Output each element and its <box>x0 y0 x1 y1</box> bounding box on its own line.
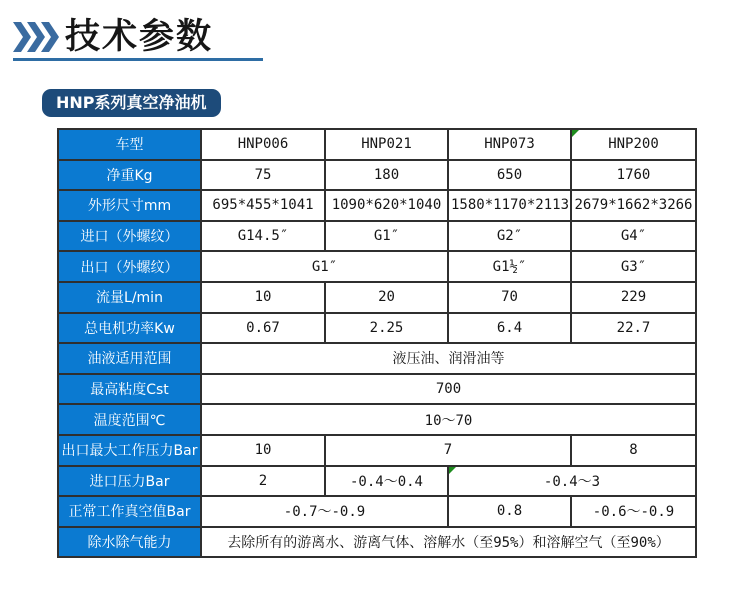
section-header <box>13 12 433 62</box>
table-row <box>58 221 696 252</box>
cell-value: -0.4～0.4 <box>325 466 448 497</box>
cell-value: 0.8 <box>448 496 571 527</box>
cell-value: G1″ <box>201 251 448 282</box>
triple-chevron-icon <box>13 22 59 52</box>
cell-value: 10～70 <box>201 404 696 435</box>
cell-value: 2679*1662*3266 <box>571 190 696 221</box>
cell-value: 650 <box>448 160 571 191</box>
cell-value: 700 <box>201 374 696 405</box>
row-label: 总电机功率Kw <box>58 313 201 344</box>
cell-value: 180 <box>325 160 448 191</box>
row-label: 净重Kg <box>58 160 201 191</box>
cell-value: 75 <box>201 160 325 191</box>
table-row <box>58 313 696 344</box>
cell-value: 2.25 <box>325 313 448 344</box>
row-label: 油液适用范围 <box>58 343 201 374</box>
row-label: 外形尺寸mm <box>58 190 201 221</box>
cell-value: 1090*620*1040 <box>325 190 448 221</box>
cell-value: -0.4～3 <box>448 466 696 497</box>
cell-value: HNP006 <box>201 129 325 160</box>
row-label: 最高粘度Cst <box>58 374 201 405</box>
row-label: 出口（外螺纹） <box>58 251 201 282</box>
row-label: 车型 <box>58 129 201 160</box>
spec-table-body <box>58 129 696 557</box>
table-row <box>58 374 696 405</box>
row-label: 进口压力Bar <box>58 466 201 497</box>
row-label: 进口（外螺纹） <box>58 221 201 252</box>
table-row <box>58 129 696 160</box>
row-label: 温度范围℃ <box>58 404 201 435</box>
table-row <box>58 190 696 221</box>
cell-value: 20 <box>325 282 448 313</box>
table-row <box>58 435 696 466</box>
row-label: 除水除气能力 <box>58 527 201 558</box>
cell-value: 0.67 <box>201 313 325 344</box>
cell-value: G3″ <box>571 251 696 282</box>
row-label: 流量L/min <box>58 282 201 313</box>
cell-value: G4″ <box>571 221 696 252</box>
cell-value: 70 <box>448 282 571 313</box>
cell-value: HNP073 <box>448 129 571 160</box>
title-underline <box>13 58 263 61</box>
series-badge: HNP系列真空净油机 <box>42 89 221 117</box>
table-row <box>58 160 696 191</box>
cell-value: -0.6～-0.9 <box>571 496 696 527</box>
table-row <box>58 466 696 497</box>
table-row <box>58 404 696 435</box>
table-row <box>58 282 696 313</box>
cell-value: 2 <box>201 466 325 497</box>
spec-table <box>57 128 697 558</box>
cell-value: G2″ <box>448 221 571 252</box>
page-title: 技术参数 <box>65 17 214 57</box>
green-corner-flag-icon <box>449 467 456 474</box>
row-label: 出口最大工作压力Bar <box>58 435 201 466</box>
cell-value: 液压油、润滑油等 <box>201 343 696 374</box>
row-label: 正常工作真空值Bar <box>58 496 201 527</box>
cell-value: 8 <box>571 435 696 466</box>
cell-value: 229 <box>571 282 696 313</box>
table-row <box>58 251 696 282</box>
cell-value: 695*455*1041 <box>201 190 325 221</box>
green-corner-flag-icon <box>572 130 579 137</box>
cell-value: 10 <box>201 435 325 466</box>
table-row <box>58 527 696 558</box>
cell-value: G1½″ <box>448 251 571 282</box>
cell-value: 1580*1170*2113 <box>448 190 571 221</box>
table-row <box>58 343 696 374</box>
cell-value: HNP200 <box>571 129 696 160</box>
cell-value: 6.4 <box>448 313 571 344</box>
table-row <box>58 496 696 527</box>
cell-value: -0.7～-0.9 <box>201 496 448 527</box>
cell-value: 去除所有的游离水、游离气体、溶解水（至95%）和溶解空气（至90%） <box>201 527 696 558</box>
cell-value: 1760 <box>571 160 696 191</box>
cell-value: G1″ <box>325 221 448 252</box>
cell-value: 10 <box>201 282 325 313</box>
cell-value: 7 <box>325 435 571 466</box>
cell-value: G14.5″ <box>201 221 325 252</box>
cell-value: HNP021 <box>325 129 448 160</box>
cell-value: 22.7 <box>571 313 696 344</box>
